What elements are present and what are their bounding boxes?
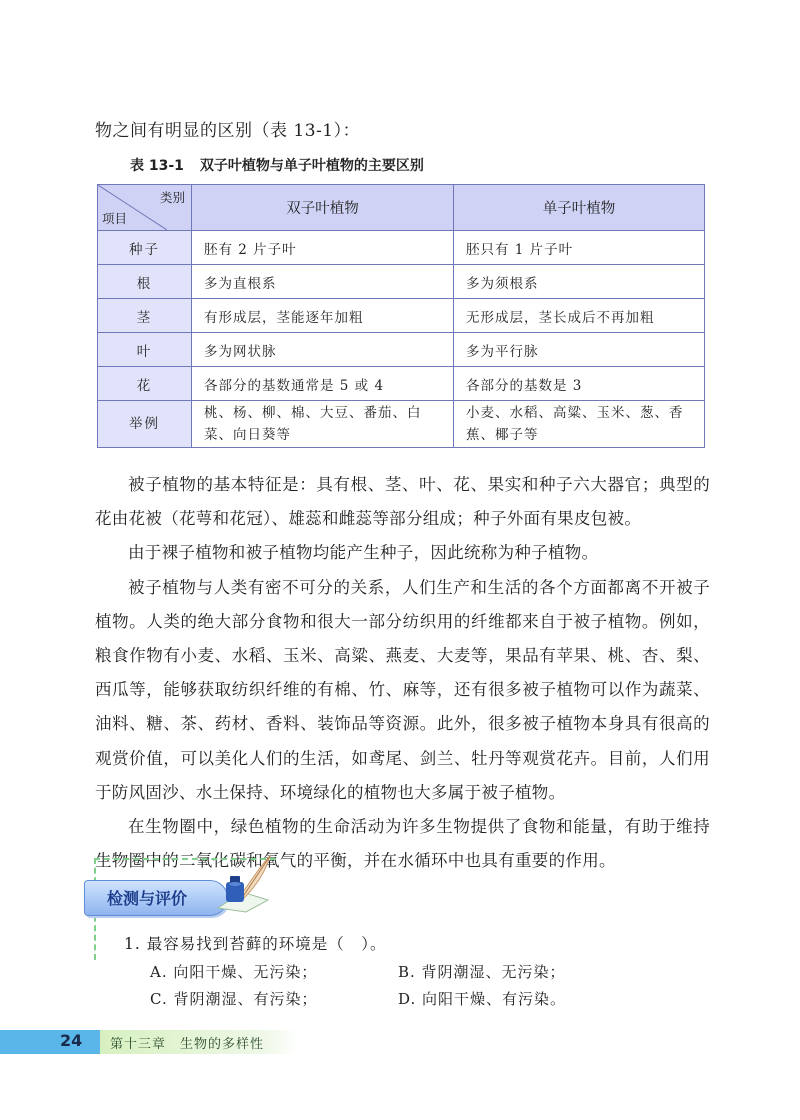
row-label: 花	[98, 367, 192, 401]
paragraph: 被子植物的基本特征是：具有根、茎、叶、花、果实和种子六大器官；典型的花由花被（花萼和花冠）、雄蕊和雌蕊等部分组成；种子外面有果皮包被。	[95, 475, 710, 529]
table-row	[98, 401, 705, 448]
monocot-cell: 多为须根系	[453, 265, 704, 299]
page-number: 24	[60, 1031, 83, 1050]
inkwell-quill-icon	[212, 852, 274, 914]
paragraph: 被子植物与人类有密不可分的关系，人们生产和生活的各个方面都离不开被子植物。人类的绝大部分食物和很大一部分纺织用的纤维都来自于被子植物。例如，粮食作物有小麦、水稻、玉米、高粱、燕麦、大麦等，果品有苹果、桃、杏、梨、西瓜等，能够获取纺织纤维的有棉、竹、麻等，还有很多被子植物可以作为蔬菜、油料、糖、茶、药材、香料、装饰品等资源。此外，很多被子植物本身具有很高的观赏价值，可以美化人们的生活，如鸢尾、剑兰、牡丹等观赏花卉。目前，人们用于防风固沙、水土保持、环境绿化的植物也大多属于被子植物。	[95, 577, 710, 802]
body-text	[95, 468, 710, 878]
table-row	[98, 299, 705, 333]
dicot-cell: 桃、杨、柳、棉、大豆、番茄、白菜、向日葵等	[192, 401, 454, 448]
dicot-cell: 多为直根系	[192, 265, 454, 299]
chapter-title: 第十三章 生物的多样性	[110, 1037, 265, 1052]
question-1: 1. 最容易找到苔藓的环境是（ ）。	[124, 935, 387, 953]
table-row	[98, 231, 705, 265]
table-row	[98, 367, 705, 401]
row-label: 茎	[98, 299, 192, 333]
paragraph: 由于裸子植物和被子植物均能产生种子，因此统称为种子植物。	[128, 543, 599, 563]
dicot-cell: 多为网状脉	[192, 333, 454, 367]
row-label: 举例	[98, 401, 192, 448]
comparison-table	[97, 184, 705, 448]
footer-page-bar	[0, 1030, 100, 1054]
column-header-monocot: 单子叶植物	[453, 185, 704, 231]
monocot-cell: 胚只有 1 片子叶	[453, 231, 704, 265]
dicot-cell: 胚有 2 片子叶	[192, 231, 454, 265]
row-label: 根	[98, 265, 192, 299]
monocot-cell: 多为平行脉	[453, 333, 704, 367]
dicot-cell: 各部分的基数通常是 5 或 4	[192, 367, 454, 401]
intro-text: 物之间有明显的区别（表 13-1）：	[95, 121, 361, 141]
table-caption-number: 表 13-1	[130, 158, 184, 174]
row-label: 种子	[98, 231, 192, 265]
dicot-cell: 有形成层，茎能逐年加粗	[192, 299, 454, 333]
table-corner-cell	[98, 185, 192, 231]
corner-item-label: 项目	[102, 211, 128, 226]
table-header-row	[98, 185, 705, 231]
option-c: C. 背阴潮湿、有污染；	[150, 990, 318, 1008]
table-caption-title: 双子叶植物与单子叶植物的主要区别	[199, 158, 424, 174]
evaluation-title: 检测与评价	[107, 889, 188, 908]
option-a: A. 向阳干燥、无污染；	[150, 963, 318, 981]
paragraph: 在生物圈中，绿色植物的生命活动为许多生物提供了食物和能量，有助于维持生物圈中的二氧化碳和氧气的平衡，并在水循环中也具有重要的作用。	[95, 817, 710, 871]
table-row	[98, 333, 705, 367]
option-b: B. 背阴潮湿、无污染；	[398, 963, 566, 981]
row-label: 叶	[98, 333, 192, 367]
option-d: D. 向阳干燥、有污染。	[398, 990, 567, 1008]
corner-category-label: 类别	[159, 190, 185, 205]
monocot-cell: 无形成层，茎长成后不再加粗	[453, 299, 704, 333]
column-header-dicot: 双子叶植物	[192, 185, 454, 231]
table-row	[98, 265, 705, 299]
table-caption	[130, 155, 424, 175]
monocot-cell: 小麦、水稻、高粱、玉米、葱、香蕉、椰子等	[453, 401, 704, 448]
monocot-cell: 各部分的基数是 3	[453, 367, 704, 401]
